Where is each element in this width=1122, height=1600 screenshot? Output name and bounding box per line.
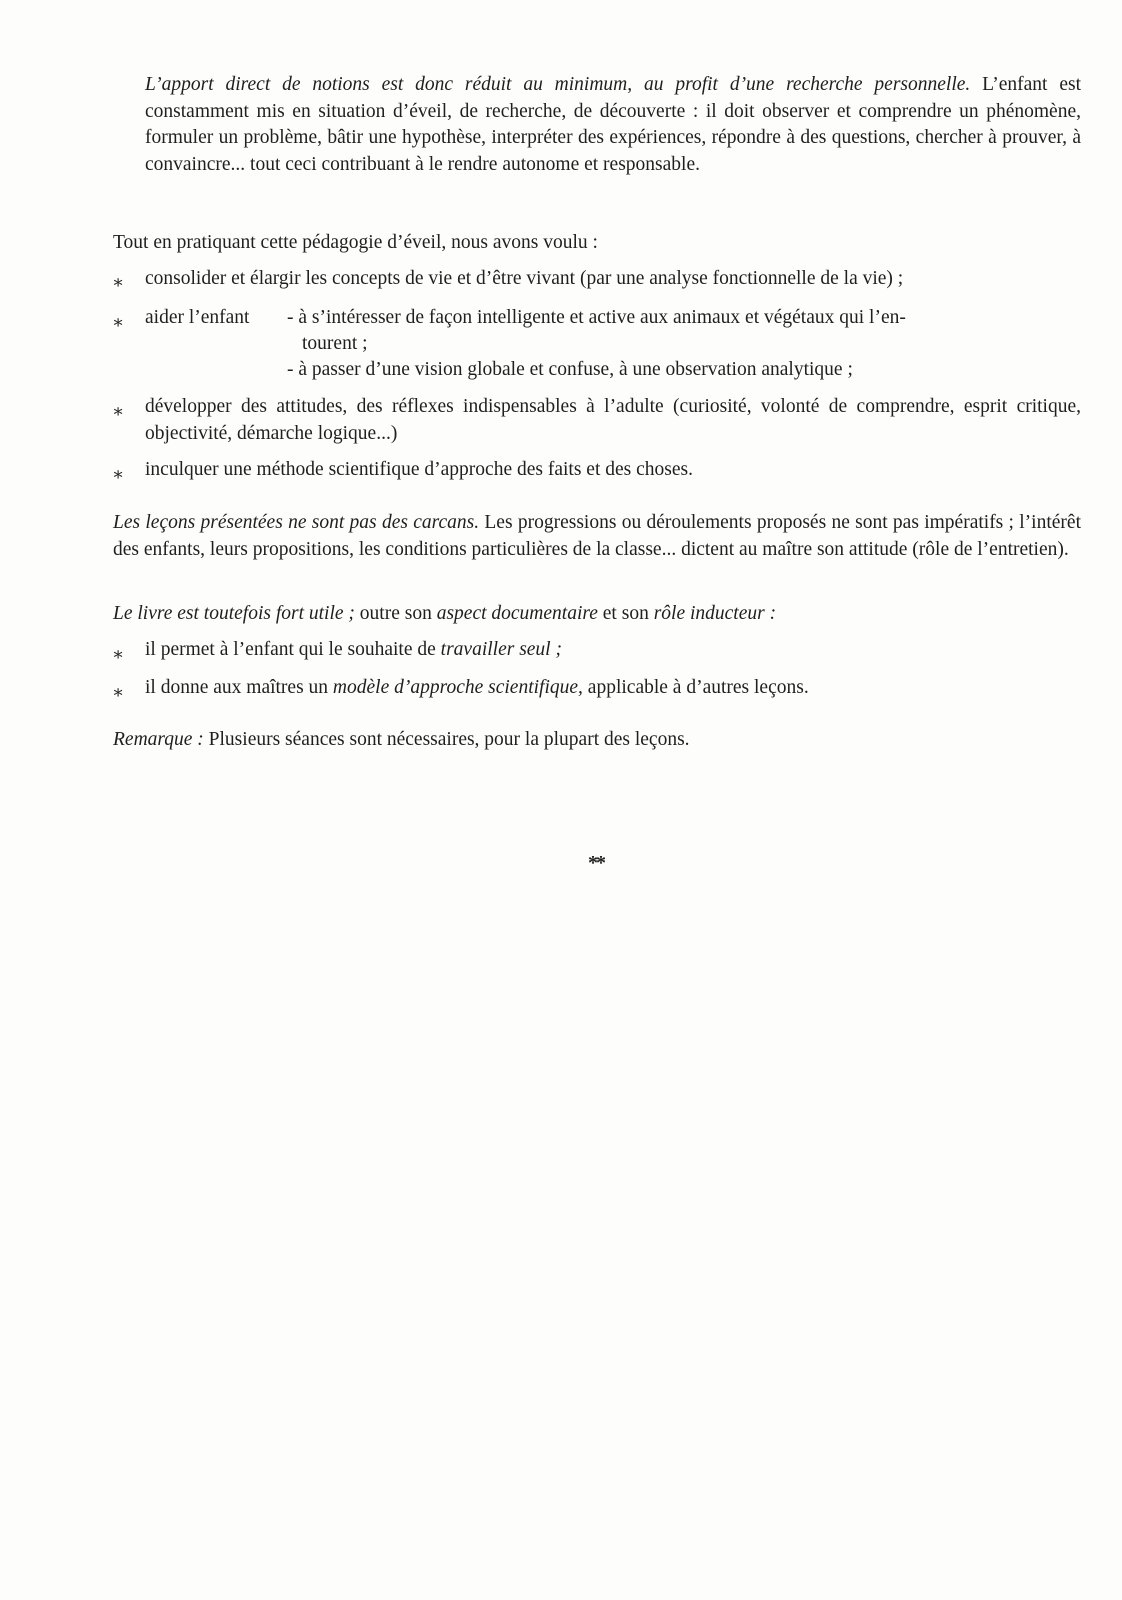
book-text-b: et son — [597, 603, 654, 624]
book-italic-a: aspect documentaire — [436, 603, 598, 624]
lessons-italic-lead: Les leçons présentées ne sont pas des carcans. — [113, 512, 480, 533]
book-item-modele — [145, 675, 1081, 702]
bullet-icon: ∗ — [112, 644, 125, 664]
goals-lead: Tout en pratiquant cette pédagogie d’éveil, nous avons voulu : — [113, 232, 598, 253]
remark-label: Remarque : — [113, 729, 204, 750]
book-item1-italic: travailler seul ; — [440, 639, 562, 660]
book-italic-b: rôle inducteur : — [653, 603, 777, 624]
book-text-a: outre son — [354, 603, 437, 624]
goal-aider-sub1-continuation: tourent ; — [302, 333, 368, 354]
goal-item-aider-label: aider l’enfant — [145, 307, 250, 328]
lessons-text: Les progressions ou déroulements proposés ne sont pas impératifs ; l’intérêt des enfants, leurs propositions, les conditions particulières de la classe... dictent au maître son attitude (rôle de l’entretien). — [113, 512, 1081, 560]
intro-text: L’enfant est constamment mis en situation d’éveil, de recherche, de découverte : il doit observer et comprendre un phénomène, formuler un problème, bâtir une hypothèse, interpréter des expériences, répondre à des questions, chercher à prouver, à convaincre... tout ceci contribuant à le rendre autonome et responsable. — [145, 74, 1081, 175]
intro-italic-lead: L’apport direct de notions est donc réduit au minimum, au profit d’une recherche personnelle. — [145, 74, 971, 95]
book-item-seul — [145, 637, 1081, 664]
bullet-icon: ∗ — [112, 682, 125, 702]
goal-item-attitudes: développer des attitudes, des réflexes indispensables à l’adulte (curiosité, volonté de comprendre, esprit critique, objectivité, démarche logique...) — [145, 396, 1081, 444]
goal-aider-sub1: - à s’intéresser de façon intelligente et active aux animaux et végétaux qui l’en- — [287, 307, 906, 328]
book-item1-text: il permet à l’enfant qui le souhaite de — [145, 639, 441, 660]
bullet-icon: ∗ — [112, 401, 125, 421]
goal-item-concepts: consolider et élargir les concepts de vie et d’être vivant (par une analyse fonctionnelle de la vie) ; — [145, 268, 904, 289]
lessons-paragraph — [113, 510, 1081, 563]
remark-paragraph — [113, 727, 1081, 754]
book-item2-italic: modèle d’approche scientifique, — [332, 677, 583, 698]
intro-paragraph — [145, 72, 1081, 178]
book-item2-text-a: il donne aux maîtres un — [145, 677, 333, 698]
goal-item-method: inculquer une méthode scientifique d’approche des faits et des choses. — [145, 459, 693, 480]
book-italic-lead: Le livre est toutefois fort utile ; — [113, 603, 355, 624]
book-item2-text-b: applicable à d’autres leçons. — [582, 677, 809, 698]
bullet-icon: ∗ — [112, 272, 125, 292]
bullet-icon: ∗ — [112, 464, 125, 484]
remark-text: Plusieurs séances sont nécessaires, pour la plupart des leçons. — [203, 729, 690, 750]
book-paragraph — [113, 601, 1081, 628]
bullet-icon: ∗ — [112, 312, 125, 332]
section-separator: ** — [588, 852, 604, 874]
goal-aider-sub2: - à passer d’une vision globale et confuse, à une observation analytique ; — [287, 359, 853, 380]
